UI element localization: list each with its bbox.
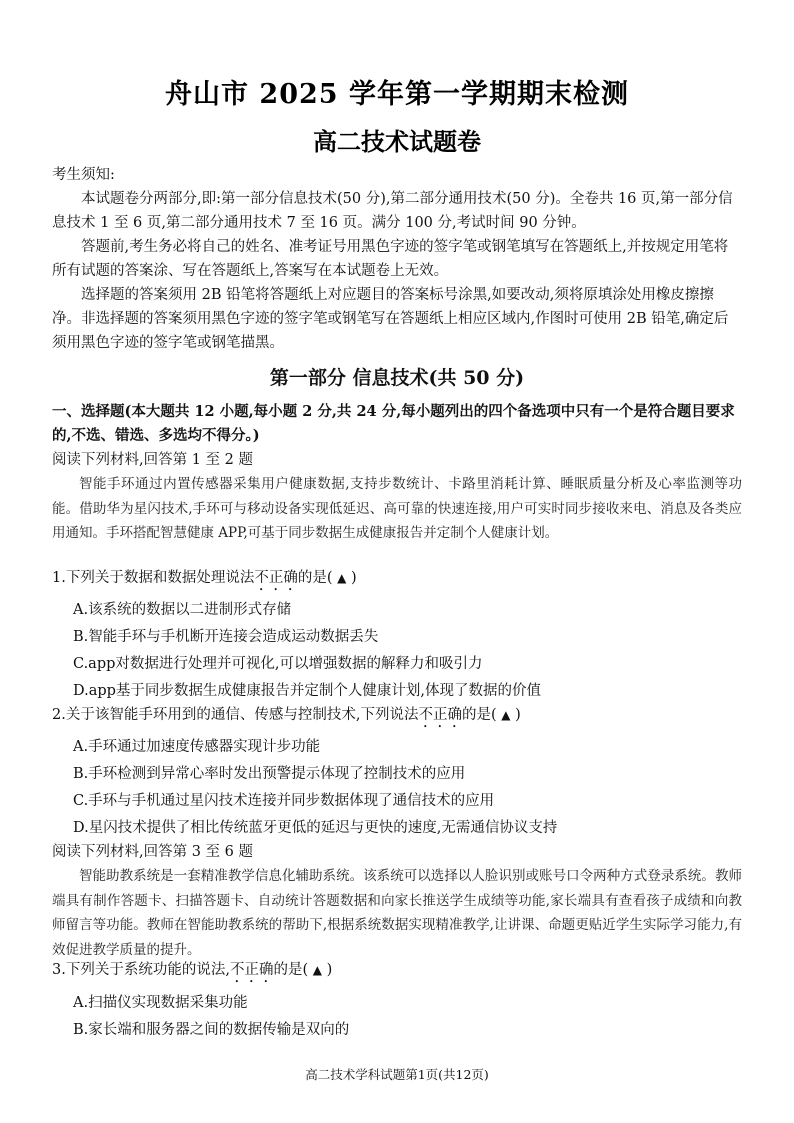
answer-mark-icon: ▲ xyxy=(501,708,511,722)
exam-subtitle: 高二技术试题卷 xyxy=(313,127,481,156)
notice-heading: 考生须知: xyxy=(52,167,115,183)
material-2-intro: 阅读下列材料,回答第 3 至 6 题 xyxy=(52,844,253,860)
q3-stem-post: 的是( xyxy=(273,962,309,978)
q1-stem-post: 的是( xyxy=(297,570,333,586)
q2-option-c: C.手环与手机通过星闪技术连接并同步数据体现了通信技术的应用 xyxy=(73,793,495,809)
q1-stem-emphasis: 不正确 xyxy=(254,570,298,586)
q1-stem-pre: 1.下列关于数据和数据处理说法 xyxy=(52,570,255,586)
q2-option-a: A.手环通过加速度传感器实现计步功能 xyxy=(73,739,321,755)
q3-stem-close: ) xyxy=(326,962,333,978)
q2-stem-emphasis: 不正确 xyxy=(418,707,462,723)
q2-stem-post: 的是( xyxy=(461,707,497,723)
notice-paragraph-2: 答题前,考生务必将自己的姓名、准考证号用黑色字迹的签字笔或钢笔填写在答题纸上,并按规定用笔将所有试题的答案涂、写在答题纸上,答案写在本试题卷上无效。 xyxy=(52,239,729,279)
section-title: 第一部分 信息技术(共 50 分) xyxy=(269,367,525,389)
q3-option-a: A.扫描仪实现数据采集功能 xyxy=(73,995,248,1011)
q1-option-a: A.该系统的数据以二进制形式存储 xyxy=(73,602,292,618)
page-footer: 高二技术学科试题第1页(共12页) xyxy=(305,1067,489,1082)
q3-stem-emphasis: 不正确 xyxy=(229,962,274,978)
notice xyxy=(52,163,742,355)
q2-option-b: B.手环检测到异常心率时发出预警提示体现了控制技术的应用 xyxy=(73,766,466,782)
q3-stem-pre: 3.下列关于系统功能的说法, xyxy=(52,962,230,978)
question-2-stem xyxy=(52,703,752,731)
question-1-stem xyxy=(52,566,752,594)
q1-option-c: C.app对数据进行处理并可视化,可以增强数据的解释力和吸引力 xyxy=(73,656,483,672)
answer-mark-icon: ▲ xyxy=(337,571,347,585)
q2-stem-pre: 2.关于该智能手环用到的通信、传感与控制技术,下列说法 xyxy=(52,707,419,723)
part-heading: 一、选择题(本大题共 12 小题,每小题 2 分,共 24 分,每小题列出的四个备选项中只有一个是符合题目要求的,不选、错选、多选均不得分。) xyxy=(52,403,735,444)
question-3-stem xyxy=(52,958,752,986)
q2-option-d: D.星闪技术提供了相比传统蓝牙更低的延迟与更快的速度,无需通信协议支持 xyxy=(73,820,558,836)
q1-option-b: B.智能手环与手机断开连接会造成运动数据丢失 xyxy=(73,629,379,645)
q1-option-d: D.app基于同步数据生成健康报告并定制个人健康计划,体现了数据的价值 xyxy=(73,683,542,699)
material-1-text: 智能手环通过内置传感器采集用户健康数据,支持步数统计、卡路里消耗计算、睡眠质量分析及心率监测等功能。借助华为星闪技术,手环可与移动设备实现低延迟、高可靠的快速连接,用户可实时同步接收来电、消息及各类应用通知。手环搭配智慧健康 APP,可基于同步数据生成健康报告并定制个人健康计划。 xyxy=(52,476,742,541)
exam-title: 舟山市 2025 学年第一学期期末检测 xyxy=(165,79,629,110)
material-1-intro: 阅读下列材料,回答第 1 至 2 题 xyxy=(52,452,253,468)
notice-paragraph-1: 本试题卷分两部分,即:第一部分信息技术(50 分),第二部分通用技术(50 分)。全卷共 16 页,第一部分信息技术 1 至 6 页,第二部分通用技术 7 至 16 页。满分 100 分,考试时间 90 分钟。 xyxy=(52,191,733,231)
q1-stem-close: ) xyxy=(350,570,357,586)
notice-paragraph-3: 选择题的答案须用 2B 铅笔将答题纸上对应题目的答案标号涂黑,如要改动,须将原填涂处用橡皮擦擦净。非选择题的答案须用黑色字迹的签字笔或钢笔写在答题纸上相应区域内,作图时可使用 2B 铅笔,确定后须用黑色字迹的签字笔或钢笔描黑。 xyxy=(52,287,729,351)
q3-option-b: B.家长端和服务器之间的数据传输是双向的 xyxy=(73,1022,350,1038)
material-2-text: 智能助教系统是一套精准教学信息化辅助系统。该系统可以选择以人脸识别或账号口令两种方式登录系统。教师端具有制作答题卡、扫描答题卡、自动统计答题数据和向家长推送学生成绩等功能,家长端具有查看孩子成绩和向教师留言等功能。教师在智能助教系统的帮助下,根据系统数据实现精准教学,让讲课、命题更贴近学生实际学习能力,有效促进教学质量的提升。 xyxy=(52,868,742,958)
q2-stem-close: ) xyxy=(515,707,521,723)
answer-mark-icon: ▲ xyxy=(312,963,322,977)
